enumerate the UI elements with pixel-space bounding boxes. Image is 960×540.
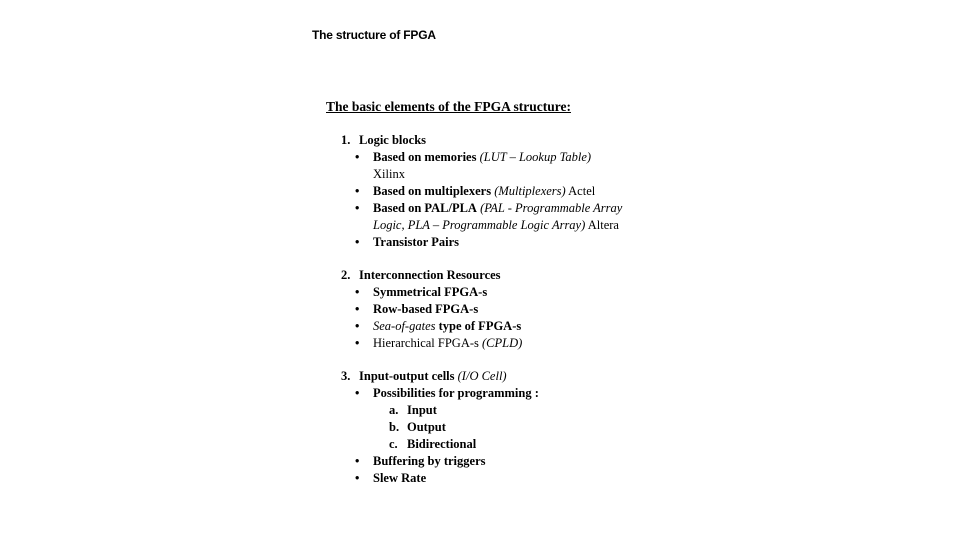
item-italic: Sea-of-gates xyxy=(373,319,436,333)
bullet-list xyxy=(341,385,656,487)
list-item xyxy=(355,284,623,301)
list-item xyxy=(355,200,623,234)
list-item xyxy=(355,234,623,251)
item-italic: (CPLD) xyxy=(482,336,523,350)
slide-title: The structure of FPGA xyxy=(312,28,436,42)
list-item xyxy=(355,183,623,200)
list-item xyxy=(355,385,623,453)
section-title-italic: (I/O Cell) xyxy=(457,369,507,383)
section-title-text: Input-output cells xyxy=(359,369,455,383)
sub-item-marker: c. xyxy=(389,437,398,451)
section-title xyxy=(341,368,656,385)
list-item xyxy=(355,470,623,487)
document-image xyxy=(326,98,656,503)
section-number: 2. xyxy=(341,268,351,282)
item-bold: Based on memories xyxy=(373,150,477,164)
section-title-text: Logic blocks xyxy=(359,133,427,147)
item-bold: Transistor Pairs xyxy=(373,235,459,249)
sub-item-label: Bidirectional xyxy=(407,437,477,451)
section-number: 1. xyxy=(341,133,351,147)
item-italic: (PAL - Programmable Array Logic, PLA – Programmable Logic Array) xyxy=(373,201,623,232)
list-item xyxy=(355,335,623,352)
item-bold: Buffering by triggers xyxy=(373,454,486,468)
section-title-text: Interconnection Resources xyxy=(359,268,501,282)
section-title xyxy=(341,267,656,284)
section-input-output-cells xyxy=(341,368,656,487)
sub-list-item xyxy=(389,419,623,436)
sub-item-label: Input xyxy=(407,403,437,417)
list-item xyxy=(355,149,623,183)
sub-item-marker: a. xyxy=(389,403,399,417)
bullet-list xyxy=(341,149,656,251)
bullet-list xyxy=(341,284,656,352)
item-plain: Xilinx xyxy=(373,167,405,181)
sub-list xyxy=(373,402,623,453)
item-bold: type of FPGA-s xyxy=(438,319,522,333)
item-bold: Slew Rate xyxy=(373,471,427,485)
sub-list-item xyxy=(389,402,623,419)
sub-item-marker: b. xyxy=(389,420,400,434)
section-logic-blocks xyxy=(341,132,656,251)
item-italic: (LUT – Lookup Table) xyxy=(479,150,592,164)
section-title xyxy=(341,132,656,149)
sub-list-item xyxy=(389,436,623,453)
item-bold: Possibilities for programming : xyxy=(373,386,539,400)
list-item xyxy=(355,453,623,470)
document-heading: The basic elements of the FPGA structure: xyxy=(326,99,571,114)
item-bold: Row-based FPGA-s xyxy=(373,302,479,316)
list-item xyxy=(355,301,623,318)
item-bold: Based on multiplexers xyxy=(373,184,492,198)
item-bold: Symmetrical FPGA-s xyxy=(373,285,488,299)
item-bold: Based on PAL/PLA xyxy=(373,201,477,215)
sub-item-label: Output xyxy=(407,420,446,434)
item-plain: Actel xyxy=(568,184,596,198)
section-interconnection-resources xyxy=(341,267,656,352)
list-item xyxy=(355,318,623,335)
item-italic: (Multiplexers) xyxy=(494,184,566,198)
item-plain: Altera xyxy=(587,218,619,232)
item-plain: Hierarchical FPGA-s xyxy=(373,336,479,350)
section-number: 3. xyxy=(341,369,351,383)
